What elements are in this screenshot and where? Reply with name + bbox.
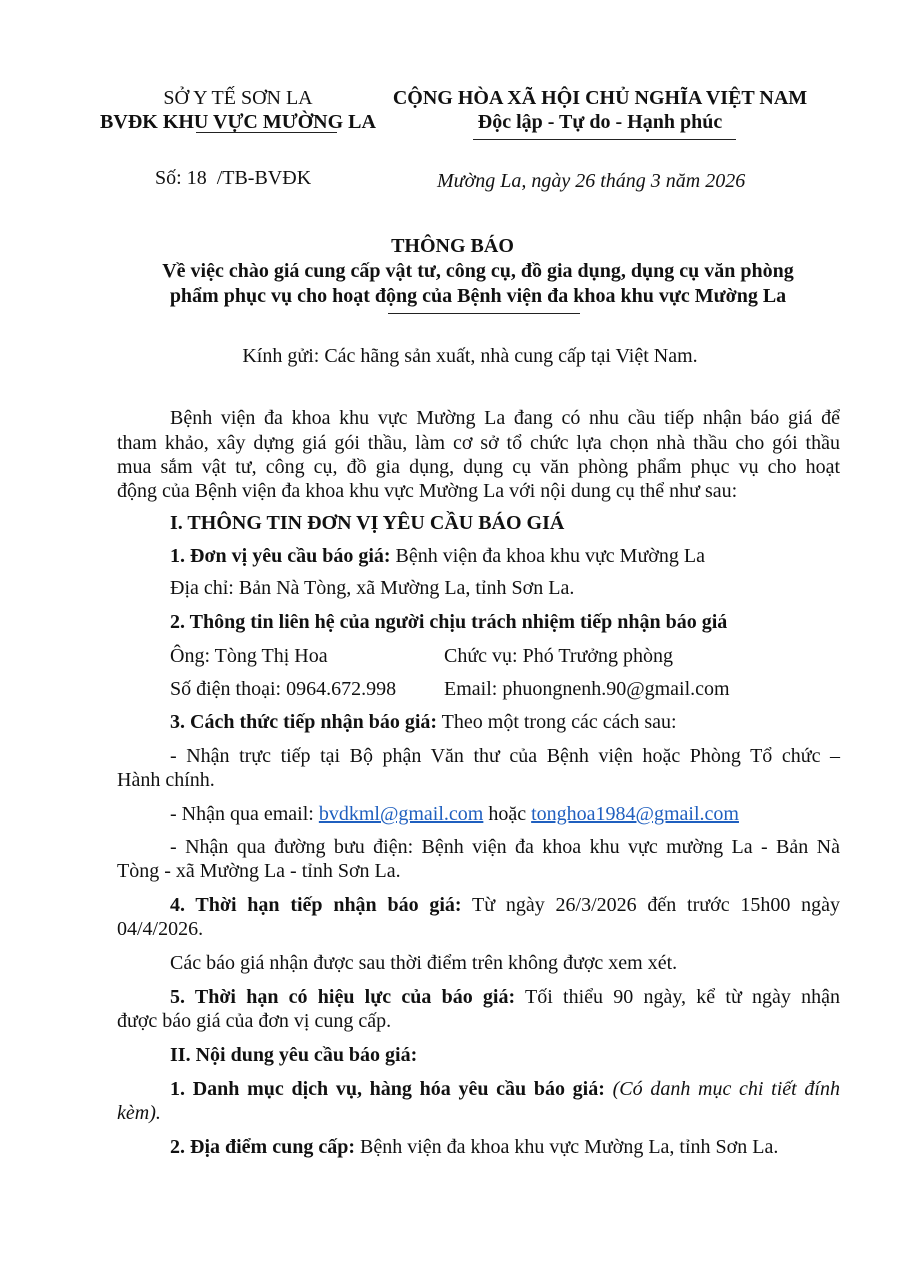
motto: Độc lập - Tự do - Hạnh phúc — [477, 111, 723, 133]
receipt-methods — [170, 710, 677, 734]
place-date: Mường La, ngày 26 tháng 3 năm 2026 — [437, 170, 746, 192]
notice-subtitle-line2: phẩm phục vụ cho hoạt động của Bệnh viện đa khoa khu vực Mường La — [169, 285, 787, 307]
contact-position: Chức vụ: Phó Trưởng phòng — [444, 645, 673, 667]
method-direct-cont: Hành chính. — [117, 769, 215, 791]
contact-heading: 2. Thông tin liên hệ của người chịu trách nhiệm tiếp nhận báo giá — [170, 611, 728, 633]
intro-line: tham khảo, xây dựng giá gói thầu, làm cơ sở tổ chức lựa chọn nhà thầu cho gói thầu — [117, 432, 840, 454]
document-number — [155, 166, 311, 190]
value: Bệnh viện đa khoa khu vực Mường La — [390, 545, 705, 567]
value: Tối thiểu 90 ngày, kể từ ngày nhận — [515, 986, 840, 1008]
method-direct: - Nhận trực tiếp tại Bộ phận Văn thư của Bệnh viện hoặc Phòng Tổ chức – — [170, 745, 840, 767]
or-text: hoặc — [483, 803, 532, 825]
section1-heading: I. THÔNG TIN ĐƠN VỊ YÊU CẦU BÁO GIÁ — [170, 512, 565, 534]
requesting-unit — [170, 544, 705, 568]
label: - Nhận qua email: — [170, 803, 319, 825]
notice-subtitle-line1: Về việc chào giá cung cấp vật tư, công cụ, đồ gia dụng, dụng cụ văn phòng — [162, 260, 794, 282]
recipient: Kính gửi: Các hãng sản xuất, nhà cung cấp tại Việt Nam. — [242, 345, 698, 367]
section2-heading: II. Nội dung yêu cầu báo giá: — [170, 1044, 418, 1066]
email-link-bvdkml[interactable]: bvdkml@gmail.com — [318, 803, 484, 825]
contact-phone: Số điện thoại: 0964.672.998 — [170, 678, 397, 700]
method-post: - Nhận qua đường bưu điện: Bệnh viện đa khoa khu vực mường La - Bản Nà — [170, 836, 840, 858]
agency-name: SỞ Y TẾ SƠN LA — [163, 87, 313, 109]
service-list-cont: kèm). — [117, 1102, 161, 1124]
doc-number-suffix: /TB-BVĐK — [216, 167, 312, 189]
intro-line: động của Bệnh viện đa khoa khu vực Mường La với nội dung cụ thể như sau: — [117, 480, 738, 502]
delivery-location — [170, 1135, 778, 1159]
intro-line: mua sắm vật tư, công cụ, đồ gia dụng, dụng cụ văn phòng phẩm phục vụ cho hoạt — [117, 456, 840, 478]
title-underline — [388, 313, 580, 314]
email-link-tonghoa[interactable]: tonghoa1984@gmail.com — [531, 803, 739, 825]
unit-underline — [196, 132, 337, 133]
method-post-cont: Tòng - xã Mường La - tỉnh Sơn La. — [117, 860, 401, 882]
address: Địa chỉ: Bản Nà Tòng, xã Mường La, tỉnh Sơn La. — [170, 577, 575, 599]
method-email — [170, 802, 739, 826]
label: 1. Đơn vị yêu cầu báo giá: — [170, 545, 391, 567]
notice-title: THÔNG BÁO — [391, 235, 514, 257]
value: Từ ngày 26/3/2026 đến trước 15h00 ngày — [461, 894, 841, 916]
intro-line: Bệnh viện đa khoa khu vực Mường La đang có nhu cầu tiếp nhận báo giá để — [170, 407, 840, 429]
late-note: Các báo giá nhận được sau thời điểm trên không được xem xét. — [170, 952, 678, 974]
nation-title: CỘNG HÒA XÃ HỘI CHỦ NGHĨA VIỆT NAM — [392, 87, 808, 109]
label: 4. Thời hạn tiếp nhận báo giá: — [170, 894, 462, 916]
deadline — [170, 893, 840, 917]
motto-underline — [473, 139, 736, 140]
label: 1. Danh mục dịch vụ, hàng hóa yêu cầu báo giá: — [170, 1078, 605, 1100]
label: 5. Thời hạn có hiệu lực của báo giá: — [170, 986, 516, 1008]
label: 2. Địa điểm cung cấp: — [170, 1136, 355, 1158]
contact-name: Ông: Tòng Thị Hoa — [170, 645, 328, 667]
value: Theo một trong các cách sau: — [437, 711, 677, 733]
validity-cont: được báo giá của đơn vị cung cấp. — [117, 1010, 392, 1032]
validity — [170, 985, 840, 1009]
deadline-cont: 04/4/2026. — [117, 918, 204, 940]
unit-name: BVĐK KHU VỰC MƯỜNG LA — [100, 111, 376, 133]
value: Bệnh viện đa khoa khu vực Mường La, tỉnh Sơn La. — [355, 1136, 779, 1158]
doc-number-value: 18 — [186, 167, 207, 189]
value: (Có danh mục chi tiết đính — [604, 1078, 840, 1100]
label: 3. Cách thức tiếp nhận báo giá: — [170, 711, 438, 733]
service-list — [170, 1077, 840, 1101]
doc-number-prefix: Số: — [155, 167, 182, 189]
contact-email: Email: phuongnenh.90@gmail.com — [444, 678, 730, 700]
